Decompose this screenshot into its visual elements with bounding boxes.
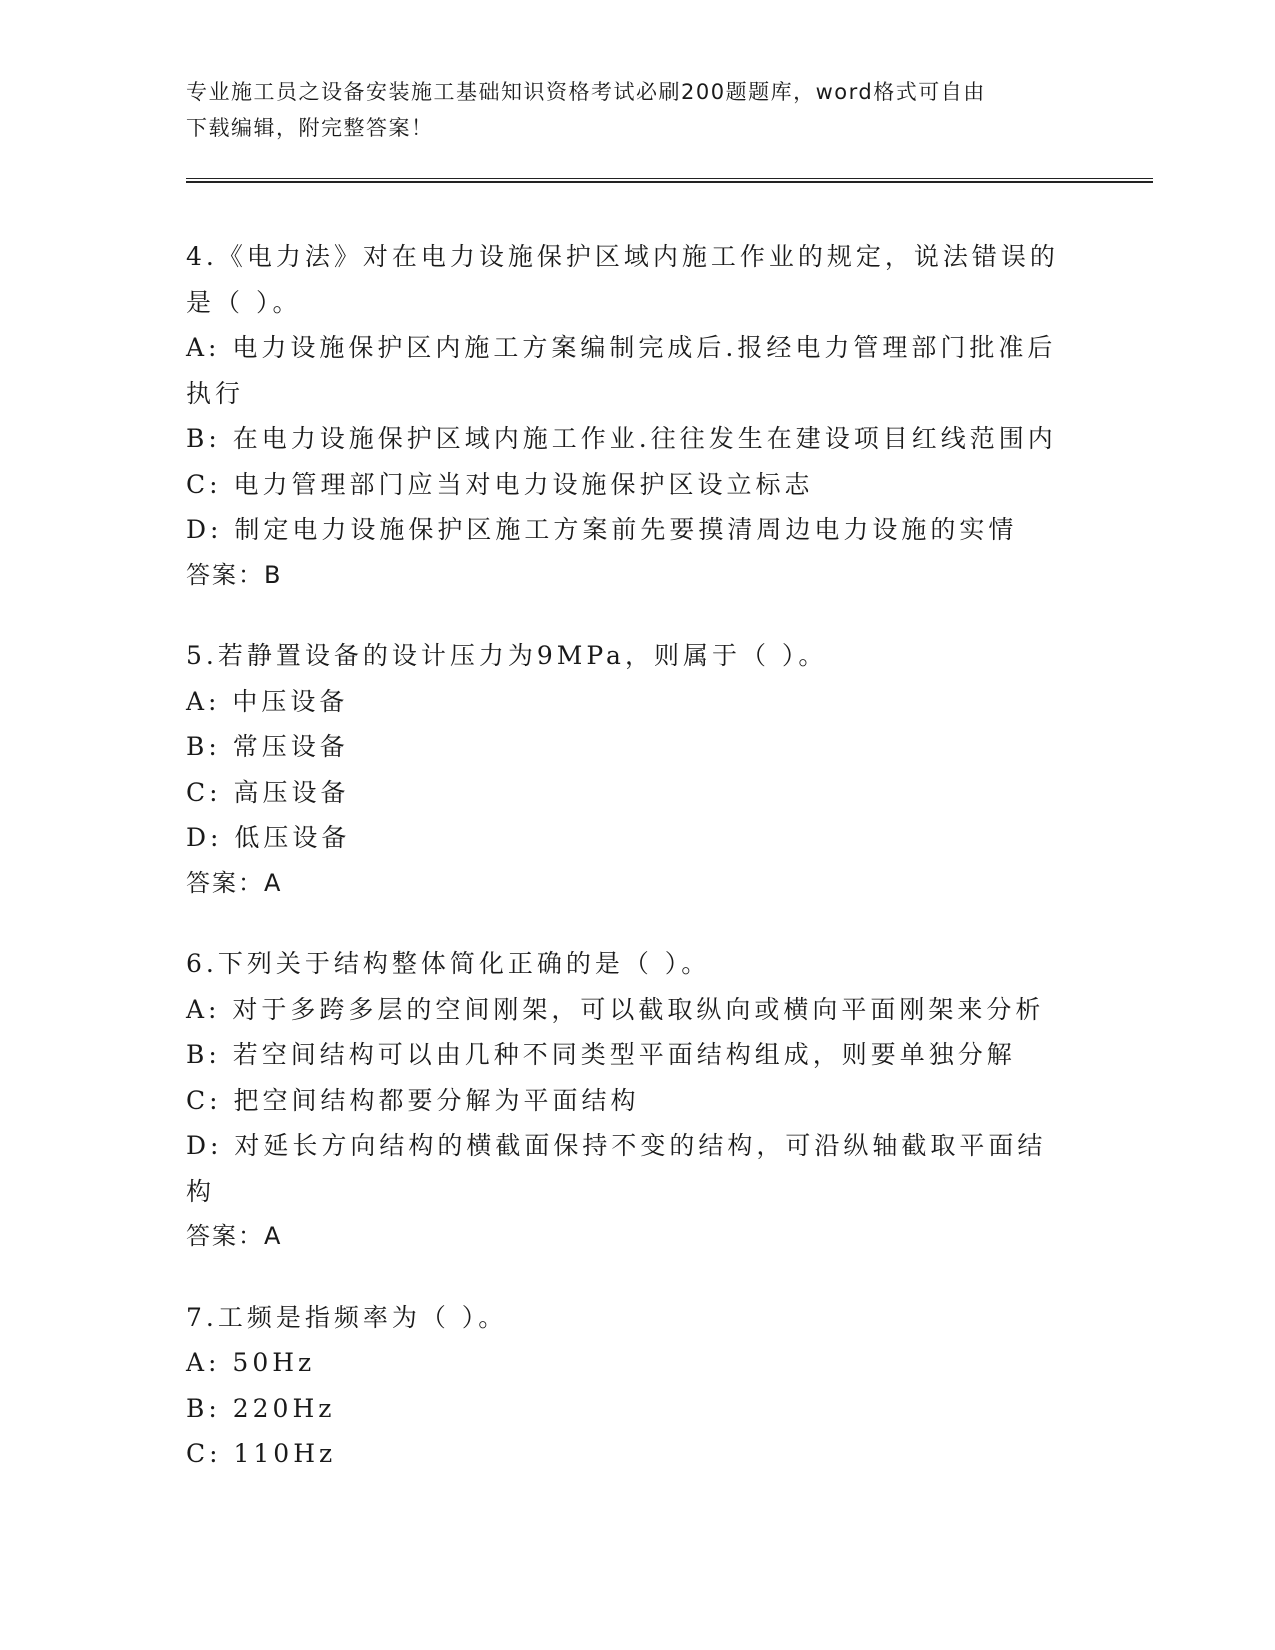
question-7 [186, 1295, 1066, 1477]
answer: 答案：A [186, 1222, 283, 1250]
question-5 [186, 633, 1066, 906]
question-6 [186, 941, 1066, 1260]
answer: 答案：A [186, 868, 283, 897]
header-line-2: 下载编辑，附完整答案！ [186, 116, 434, 140]
option-c: C: 电力管理部门应当对电力设施保护区设立标志 [186, 469, 814, 499]
question-stem: 7.工频是指频率为（ ）。 [186, 1302, 508, 1332]
option-a: A: 对于多跨多层的空间刚架，可以截取纵向或横向平面刚架来分析 [186, 994, 1045, 1024]
question-stem: 5.若静置设备的设计压力为9MPa，则属于（ ）。 [186, 641, 828, 670]
option-c: C: 把空间结构都要分解为平面结构 [186, 1085, 640, 1115]
question-4 [186, 234, 1066, 598]
option-c: C: 110Hz [186, 1439, 337, 1468]
option-a-continued: 执行 [186, 378, 245, 408]
question-stem-continued: 是（ ）。 [186, 287, 302, 317]
option-a: A: 50Hz [186, 1348, 316, 1377]
option-b: B: 220Hz [186, 1393, 336, 1423]
option-a: A: 电力设施保护区内施工方案编制完成后.报经电力管理部门批准后 [186, 333, 1057, 362]
document-header [186, 74, 1046, 146]
option-c: C: 高压设备 [186, 777, 350, 807]
option-b: B: 常压设备 [186, 732, 349, 761]
option-a: A: 中压设备 [186, 686, 349, 716]
option-d: D: 对延长方向结构的横截面保持不变的结构，可沿纵轴截取平面结构 [186, 1131, 1047, 1206]
option-d: D: 制定电力设施保护区施工方案前先要摸清周边电力设施的实情 [186, 515, 1018, 544]
question-stem: 4.《电力法》对在电力设施保护区域内施工作业的规定，说法错误的 [186, 242, 1059, 271]
answer: 答案：B [186, 560, 283, 589]
question-stem: 6.下列关于结构整体简化正确的是（ ）。 [186, 949, 711, 978]
header-line-1: 专业施工员之设备安装施工基础知识资格考试必刷200题题库，word格式可自由 [186, 80, 986, 104]
option-b: B: 若空间结构可以由几种不同类型平面结构组成，则要单独分解 [186, 1040, 1016, 1069]
option-d: D: 低压设备 [186, 823, 351, 852]
header-divider [186, 178, 1153, 183]
document-page [186, 0, 1156, 1650]
question-list [186, 234, 1066, 1512]
option-b: B: 在电力设施保护区域内施工作业.往往发生在建设项目红线范围内 [186, 424, 1057, 453]
